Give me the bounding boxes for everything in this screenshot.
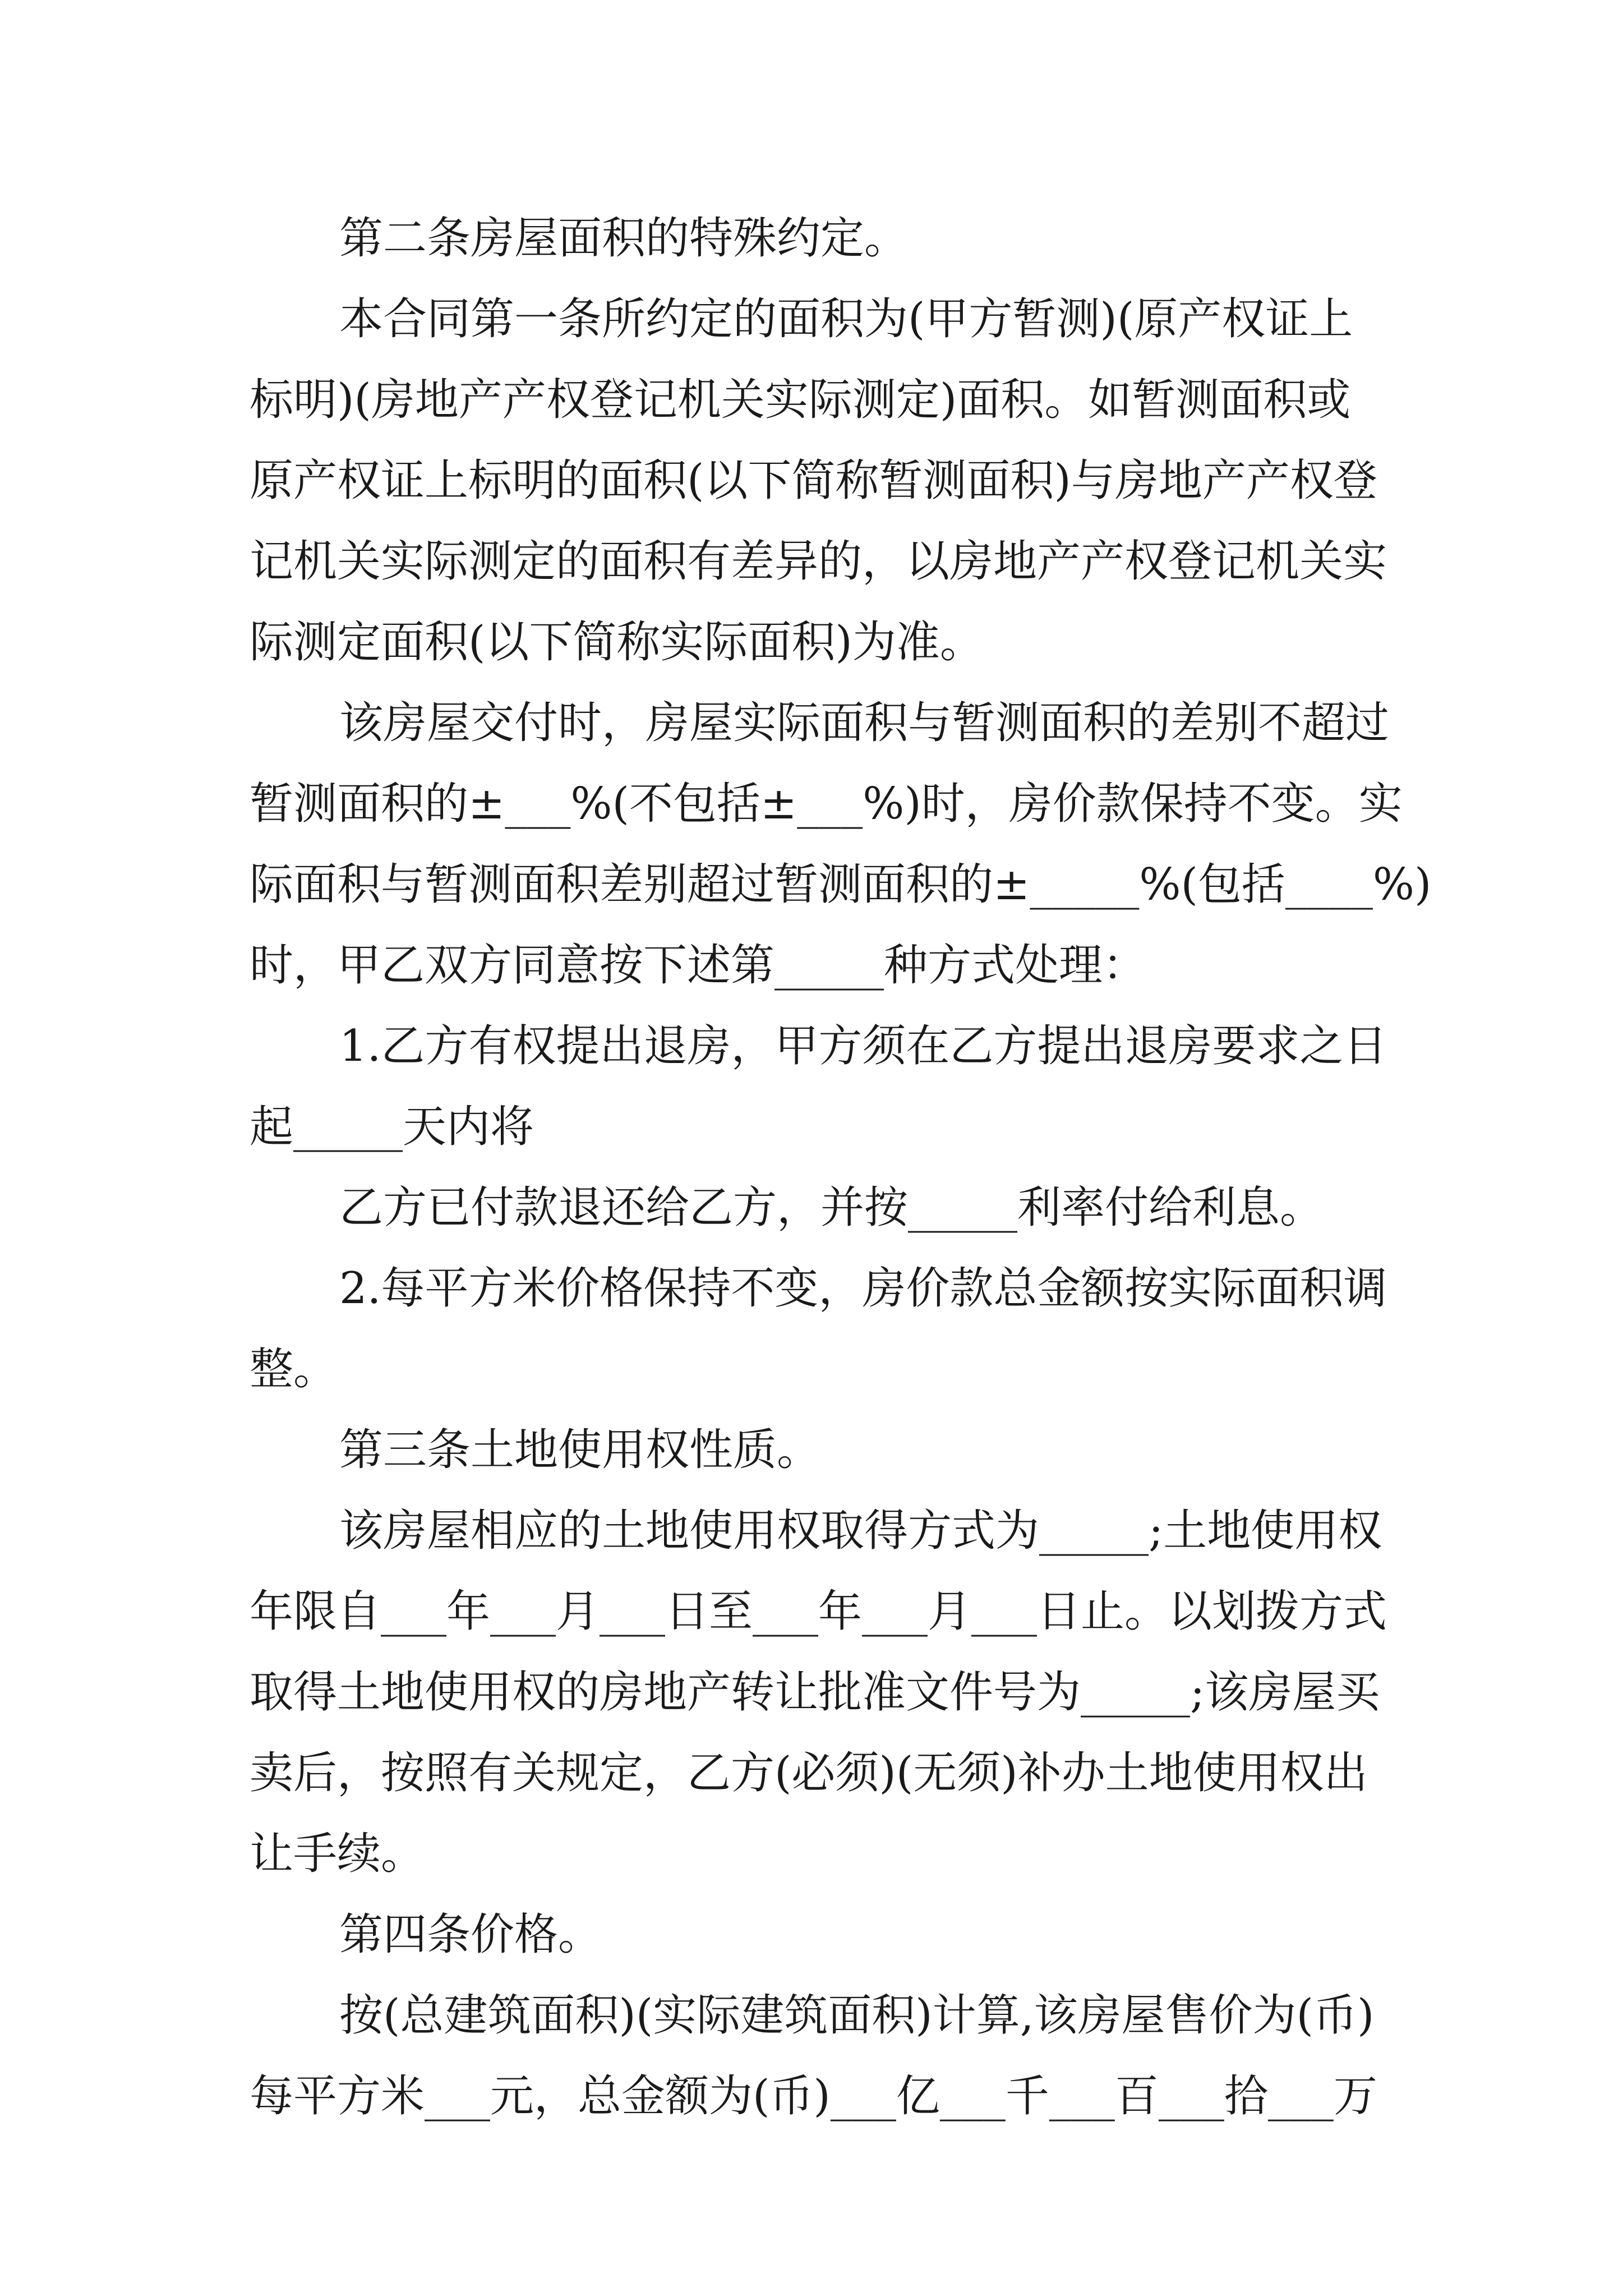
text-line: 暂测面积的±___%(不包括±___%)时，房价款保持不变。实	[250, 779, 1403, 829]
text-line: 本合同第一条所约定的面积为(甲方暂测)(原产权证上	[339, 294, 1353, 344]
text-line: 际测定面积(以下简称实际面积)为准。	[250, 617, 984, 668]
text-line: 起_____天内将	[250, 1102, 534, 1152]
text-line: 让手续。	[250, 1829, 425, 1879]
text-line: 年限自___年___月___日至___年___月___日止。以划拨方式	[250, 1586, 1387, 1637]
text-line: 时，甲乙双方同意按下述第_____种方式处理：	[250, 940, 1147, 991]
text-line: 第四条价格。	[339, 1910, 602, 1960]
text-line: 每平方米___元，总金额为(币)___亿___千___百___拾___万	[250, 2071, 1377, 2122]
text-line: 取得土地使用权的房地产转让批准文件号为_____;该房屋买	[250, 1667, 1380, 1718]
text-line: 乙方已付款退还给乙方，并按_____利率付给利息。	[339, 1182, 1324, 1233]
text-line: 第三条土地使用权性质。	[339, 1425, 821, 1475]
text-line: 该房屋交付时，房屋实际面积与暂测面积的差别不超过	[339, 698, 1390, 748]
text-line: 际面积与暂测面积差别超过暂测面积的±_____%(包括____%)	[250, 859, 1432, 910]
text-line: 该房屋相应的土地使用权取得方式为_____;土地使用权	[339, 1506, 1382, 1556]
text-line: 第二条房屋面积的特殊约定。	[339, 213, 909, 264]
text-line: 2.每平方米价格保持不变，房价款总金额按实际面积调	[339, 1263, 1387, 1314]
text-line: 标明)(房地产产权登记机关实际测定)面积。如暂测面积或	[250, 375, 1351, 425]
text-line: 原产权证上标明的面积(以下简称暂测面积)与房地产产权登	[250, 455, 1377, 506]
text-line: 记机关实际测定的面积有差异的，以房地产产权登记机关实	[250, 536, 1387, 587]
text-line: 整。	[250, 1344, 338, 1395]
text-line: 卖后，按照有关规定，乙方(必须)(无须)补办土地使用权出	[250, 1748, 1368, 1798]
text-line: 1.乙方有权提出退房，甲方须在乙方提出退房要求之日	[339, 1021, 1387, 1071]
text-line: 按(总建筑面积)(实际建筑面积)计算,该房屋售价为(币)	[339, 1990, 1375, 2041]
